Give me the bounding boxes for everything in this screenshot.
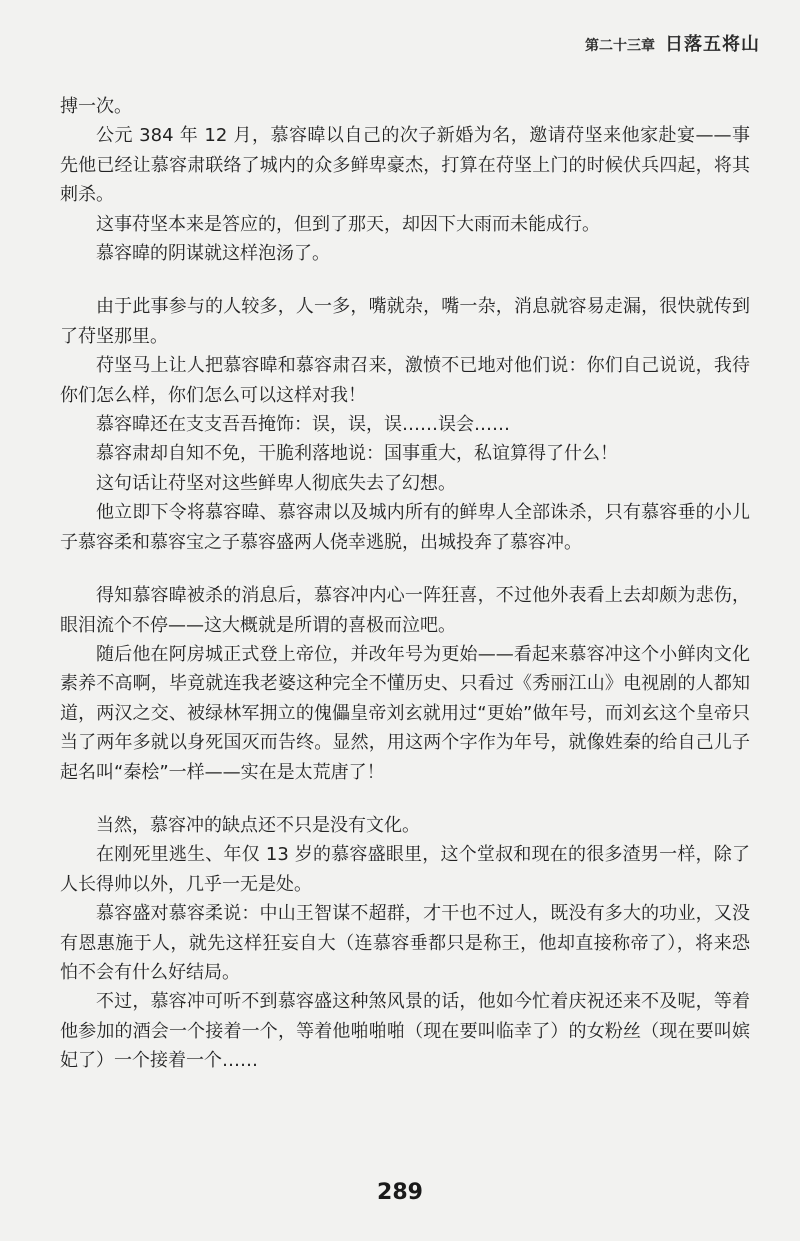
running-header bbox=[585, 30, 760, 56]
paragraph: 随后他在阿房城正式登上帝位，并改年号为更始——看起来慕容冲这个小鲜肉文化素养不高啊，毕竟就连我老婆这种完全不懂历史、只看过《秀丽江山》电视剧的人都知道，两汉之交、被绿林军拥立的傀儡皇帝刘玄就用过“更始”做年号，而刘玄这个皇帝只当了两年多就以身死国灭而告终。显然，用这两个字作为年号，就像姓秦的给自己儿子起名叫“秦桧”一样——实在是太荒唐了！ bbox=[60, 643, 750, 783]
paragraph: 由于此事参与的人较多，人一多，嘴就杂，嘴一杂，消息就容易走漏，很快就传到了苻坚那里。 bbox=[60, 296, 750, 347]
paragraph: 当然，慕容冲的缺点还不只是没有文化。 bbox=[96, 814, 420, 836]
paragraph: 得知慕容暐被杀的消息后，慕容冲内心一阵狂喜，不过他外表看上去却颇为悲伤，眼泪流个不停——这大概就是所谓的喜极而泣吧。 bbox=[60, 585, 750, 636]
paragraph: 在刚死里逃生、年仅 13 岁的慕容盛眼里，这个堂叔和现在的很多渣男一样，除了人长得帅以外，几乎一无是处。 bbox=[60, 844, 750, 895]
paragraph: 这事苻坚本来是答应的，但到了那天，却因下大雨而未能成行。 bbox=[96, 213, 600, 235]
paragraph: 慕容暐还在支支吾吾掩饰：误，误，误……误会…… bbox=[96, 414, 510, 436]
paragraph: 苻坚马上让人把慕容暐和慕容肃召来，激愤不已地对他们说：你们自己说说，我待你们怎么样，你们怎么可以这样对我！ bbox=[60, 355, 750, 406]
paragraph: 搏一次。 bbox=[60, 96, 132, 117]
chapter-label: 第二十三章 bbox=[585, 38, 655, 54]
paragraph: 公元 384 年 12 月，慕容暐以自己的次子新婚为名，邀请苻坚来他家赴宴——事先他已经让慕容肃联络了城内的众多鲜卑豪杰，打算在苻坚上门的时候伏兵四起，将其刺杀。 bbox=[60, 125, 750, 206]
chapter-title: 日落五将山 bbox=[665, 34, 760, 55]
paragraph: 他立即下令将慕容暐、慕容肃以及城内所有的鲜卑人全部诛杀，只有慕容垂的小儿子慕容柔和慕容宝之子慕容盛两人侥幸逃脱，出城投奔了慕容冲。 bbox=[60, 502, 750, 553]
page-number: 289 bbox=[377, 1180, 423, 1205]
paragraph: 慕容暐的阴谋就这样泡汤了。 bbox=[96, 243, 330, 265]
paragraph: 不过，慕容冲可听不到慕容盛这种煞风景的话，他如今忙着庆祝还来不及呢，等着他参加的酒会一个接着一个，等着他啪啪啪（现在要叫临幸了）的女粉丝（现在要叫嫔妃了）一个接着一个…… bbox=[60, 991, 750, 1072]
paragraph: 慕容盛对慕容柔说：中山王智谋不超群，才干也不过人，既没有多大的功业，又没有恩惠施于人，就先这样狂妄自大（连慕容垂都只是称王，他却直接称帝了），将来恐怕不会有什么好结局。 bbox=[60, 903, 750, 983]
paragraph: 慕容肃却自知不免，干脆利落地说：国事重大，私谊算得了什么！ bbox=[96, 443, 618, 465]
text-body bbox=[60, 92, 750, 1076]
paragraph: 这句话让苻坚对这些鲜卑人彻底失去了幻想。 bbox=[96, 472, 456, 494]
